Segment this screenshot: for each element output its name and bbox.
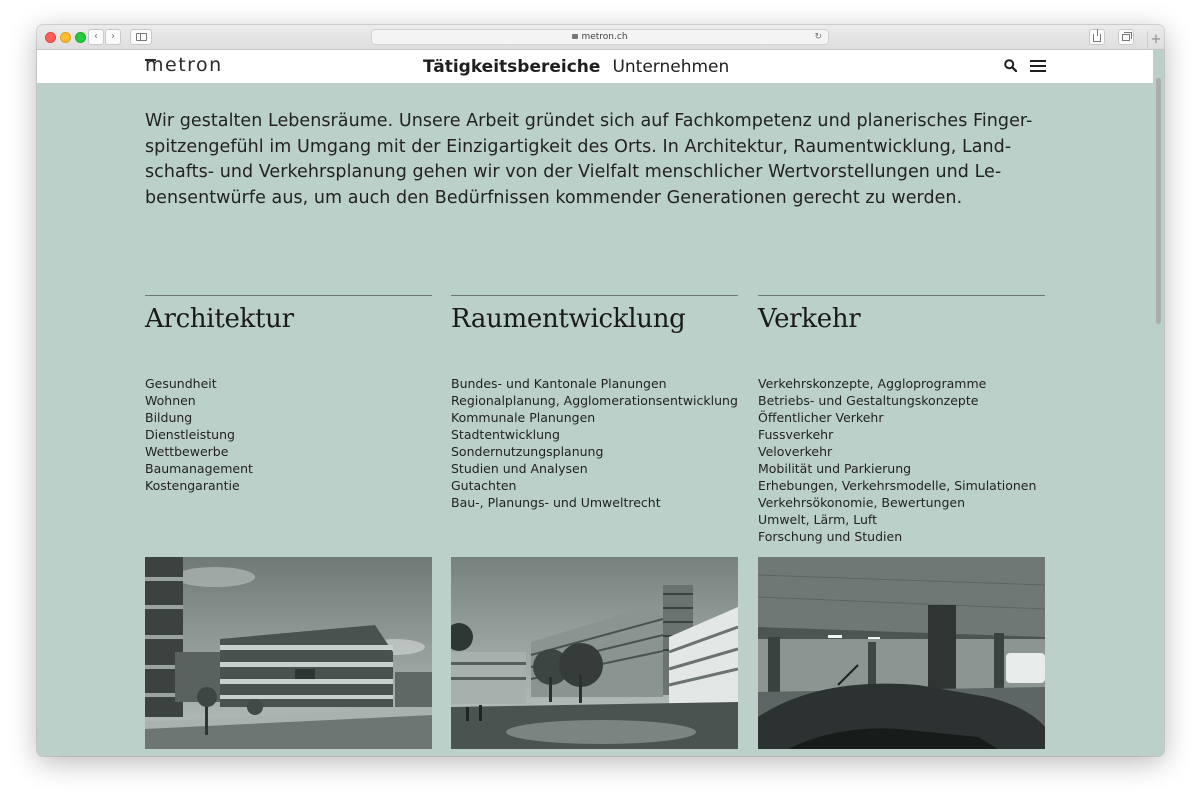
sidebar-icon bbox=[136, 33, 147, 41]
column-title[interactable]: Raumentwicklung bbox=[451, 304, 686, 334]
service-list bbox=[145, 375, 432, 494]
search-icon[interactable] bbox=[1004, 59, 1017, 72]
service-link[interactable]: Stadtentwicklung bbox=[451, 427, 560, 442]
browser-toolbar bbox=[37, 25, 1164, 50]
page-scrollbar[interactable] bbox=[1156, 78, 1161, 324]
column-title[interactable]: Architektur bbox=[145, 304, 294, 334]
divider bbox=[758, 295, 1045, 296]
nav-item-unternehmen[interactable]: Unternehmen bbox=[612, 57, 730, 77]
service-link[interactable]: Verkehrskonzepte, Aggloprogramme bbox=[758, 376, 987, 391]
service-link[interactable]: Regionalplanung, Agglomerationsentwicklung bbox=[451, 393, 738, 408]
service-link[interactable]: Erhebungen, Verkehrsmodelle, Simulationen bbox=[758, 478, 1037, 493]
close-window-button[interactable] bbox=[45, 32, 56, 43]
service-link[interactable]: Sondernutzungsplanung bbox=[451, 444, 604, 459]
service-link[interactable]: Gesundheit bbox=[145, 376, 217, 391]
divider bbox=[451, 295, 738, 296]
intro-line: schafts- und Verkehrsplanung gehen wir von der Vielfalt menschlicher Wertvorstellungen und Le- bbox=[145, 162, 1002, 182]
column-verkehr bbox=[758, 295, 1045, 545]
service-link[interactable]: Mobilität und Parkierung bbox=[758, 461, 912, 476]
service-link[interactable]: Forschung und Studien bbox=[758, 529, 903, 544]
minimize-window-button[interactable] bbox=[60, 32, 71, 43]
sidebar-toggle-button[interactable] bbox=[130, 29, 152, 45]
service-link[interactable]: Öffentlicher Verkehr bbox=[758, 410, 884, 425]
service-link[interactable]: Dienstleistung bbox=[145, 427, 235, 442]
address-bar[interactable] bbox=[371, 29, 829, 45]
service-link[interactable]: Wohnen bbox=[145, 393, 196, 408]
zoom-window-button[interactable] bbox=[75, 32, 86, 43]
plus-icon: + bbox=[1150, 32, 1162, 47]
lock-icon bbox=[572, 34, 578, 39]
service-link[interactable]: Fussverkehr bbox=[758, 427, 834, 442]
chevron-right-icon: › bbox=[111, 31, 115, 42]
hamburger-menu-icon[interactable] bbox=[1030, 60, 1046, 72]
service-link[interactable]: Kommunale Planungen bbox=[451, 410, 596, 425]
service-list bbox=[451, 375, 738, 511]
service-link[interactable]: Veloverkehr bbox=[758, 444, 833, 459]
intro-text bbox=[145, 109, 1051, 211]
service-link[interactable]: Gutachten bbox=[451, 478, 517, 493]
intro-line: spitzengefühl im Umgang mit der Einzigartigkeit des Orts. In Architektur, Raumentwicklung, Land- bbox=[145, 136, 1012, 157]
nav-item-taetigkeitsbereiche[interactable]: Tätigkeitsbereiche bbox=[423, 57, 601, 77]
main-nav bbox=[423, 57, 741, 77]
project-image-architektur[interactable] bbox=[145, 557, 432, 749]
service-link[interactable]: Bau-, Planungs- und Umweltrecht bbox=[451, 495, 661, 510]
browser-window bbox=[37, 25, 1164, 756]
service-link[interactable]: Bildung bbox=[145, 410, 193, 425]
intro-line: bensentwürfe aus, um auch den Bedürfnissen kommender Generationen gerecht zu werden. bbox=[145, 187, 963, 208]
forward-button[interactable] bbox=[105, 29, 121, 45]
chevron-left-icon: ‹ bbox=[94, 31, 98, 42]
share-button[interactable] bbox=[1089, 29, 1105, 45]
project-image-raumentwicklung[interactable] bbox=[451, 557, 738, 749]
site-logo[interactable]: metron bbox=[145, 54, 223, 76]
service-link[interactable]: Baumanagement bbox=[145, 461, 253, 476]
back-button[interactable] bbox=[88, 29, 104, 45]
address-text: metron.ch bbox=[581, 32, 628, 42]
tab-overview-button[interactable] bbox=[1118, 29, 1134, 45]
site-header bbox=[37, 50, 1153, 83]
service-link[interactable]: Betriebs- und Gestaltungskonzepte bbox=[758, 393, 979, 408]
share-icon bbox=[1093, 34, 1101, 42]
service-link[interactable]: Umwelt, Lärm, Luft bbox=[758, 512, 877, 527]
service-list bbox=[758, 375, 1045, 545]
service-link[interactable]: Kostengarantie bbox=[145, 478, 240, 493]
reload-icon[interactable]: ↻ bbox=[814, 32, 822, 42]
project-image-verkehr[interactable] bbox=[758, 557, 1045, 749]
tabs-icon bbox=[1122, 34, 1130, 41]
page-content bbox=[37, 50, 1164, 756]
new-tab-button[interactable] bbox=[1147, 31, 1164, 50]
column-raumentwicklung bbox=[451, 295, 738, 511]
service-link[interactable]: Wettbewerbe bbox=[145, 444, 229, 459]
column-title[interactable]: Verkehr bbox=[758, 304, 861, 334]
service-link[interactable]: Verkehrsökonomie, Bewertungen bbox=[758, 495, 966, 510]
service-link[interactable]: Bundes- und Kantonale Planungen bbox=[451, 376, 667, 391]
intro-line: Wir gestalten Lebensräume. Unsere Arbeit gründet sich auf Fachkompetenz und planerisches Finger- bbox=[145, 111, 1033, 131]
service-link[interactable]: Studien und Analysen bbox=[451, 461, 588, 476]
divider bbox=[145, 295, 432, 296]
column-architektur bbox=[145, 295, 432, 494]
